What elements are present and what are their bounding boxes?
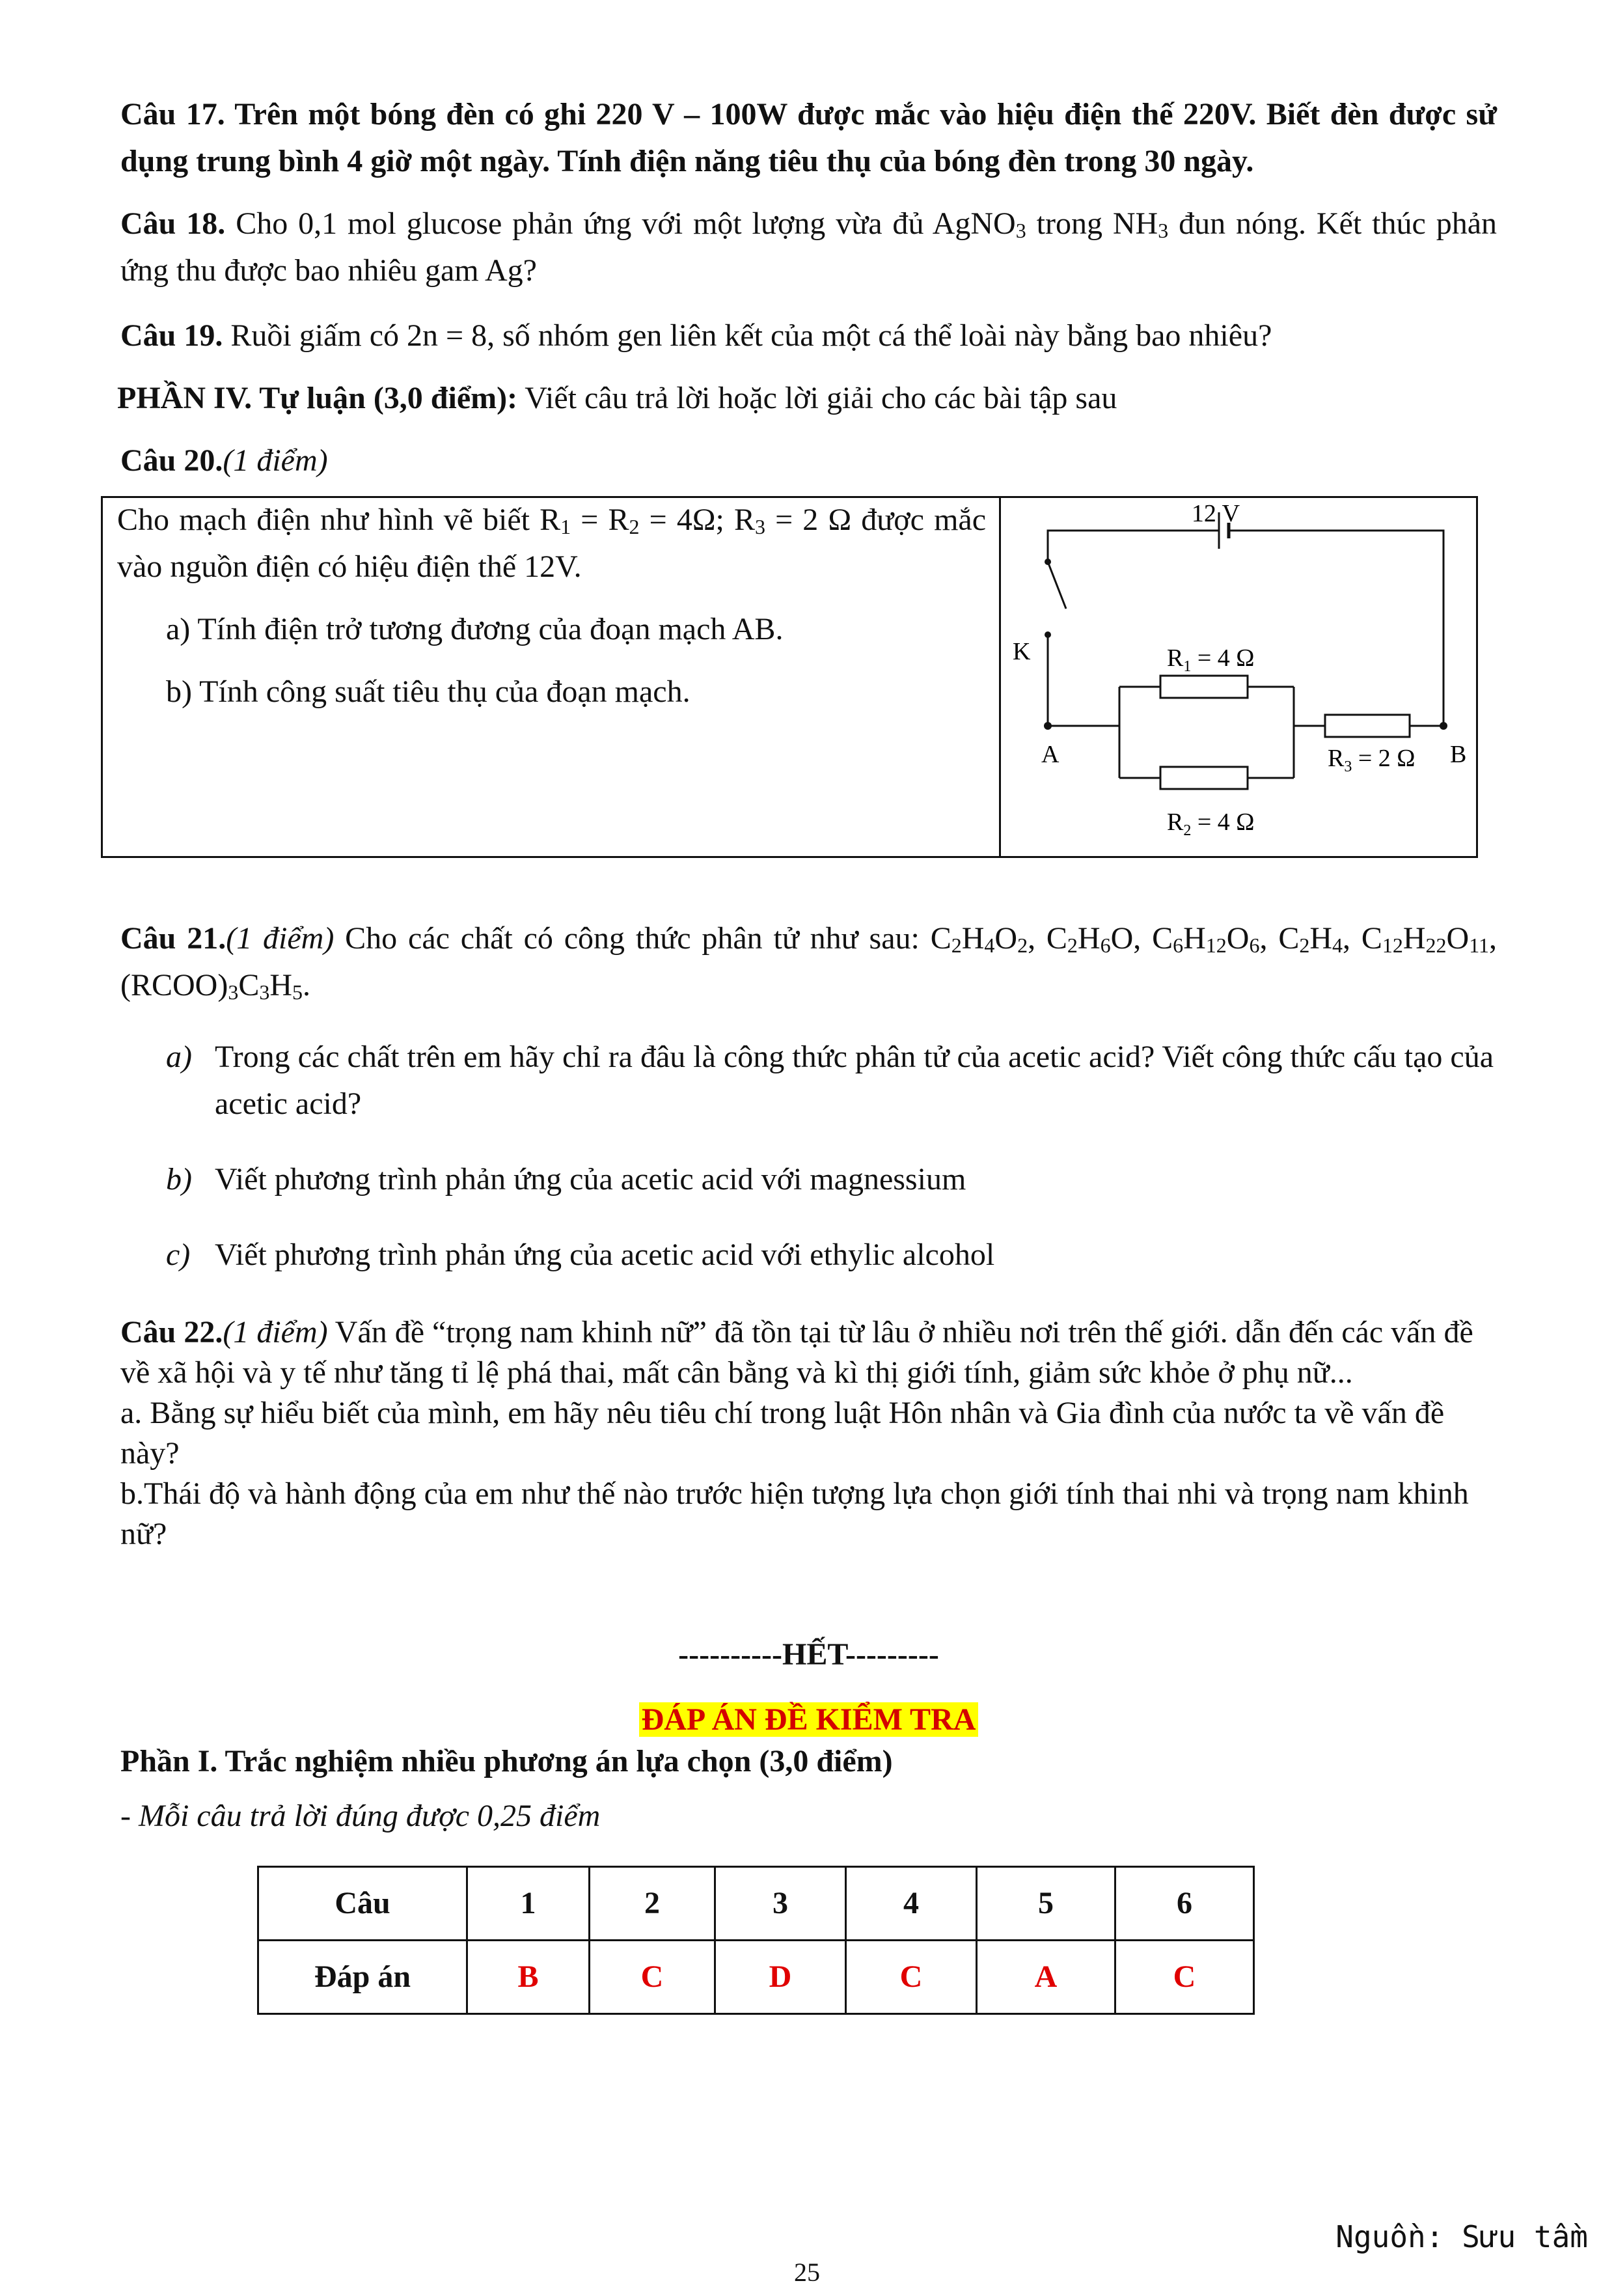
question-18: Câu 18. Cho 0,1 mol glucose phản ứng với một lượng vừa đủ AgNO$_3$ trong $NH_3$ đun nóng. Kết thúc phản ứng thu được bao nhiêu gam Ag?: [120, 206, 1498, 288]
circuit-diagram: [1001, 498, 1476, 856]
answer-cell: C: [846, 1941, 977, 2014]
part-4-heading: PHẦN IV. Tự luận (3,0 điểm): Viết câu trả lời hoặc lời giải cho các bài tập sau: [117, 381, 1117, 415]
node-b-dot: [1440, 722, 1447, 730]
part-1-note: - Mỗi câu trả lời đúng được 0,25 điểm: [120, 1799, 601, 1833]
formula: $C_2H_6O$: [1046, 921, 1134, 957]
answer-cell: D: [715, 1941, 846, 2014]
question-cell: 2: [590, 1867, 715, 1941]
formula: $C_{12}H_{22}O_{11}$: [1361, 921, 1490, 957]
question-cell: 3: [715, 1867, 846, 1941]
node-a-dot: [1044, 722, 1052, 730]
question-cell: 6: [1115, 1867, 1254, 1941]
wire-a: [1048, 635, 1119, 726]
r2-label: $R_2 = 4$ Ω: [1167, 809, 1255, 839]
table-row-answers: [258, 1941, 1254, 2014]
wire-left-top: [1048, 531, 1219, 562]
question-cell: 5: [977, 1867, 1115, 1941]
question-cell: 1: [467, 1867, 590, 1941]
answer-cell: A: [977, 1941, 1115, 2014]
node-a-label: A: [1041, 741, 1060, 768]
source-label: 12 V: [1191, 500, 1240, 527]
part-1-title: Phần I. Trắc nghiệm nhiều phương án lựa chọn (3,0 điểm): [120, 1744, 893, 1778]
resistor-r3: [1325, 715, 1410, 737]
question-17: Câu 17. Trên một bóng đèn có ghi 220 V – 100W được mắc vào hiệu điện thế 220V. Biết đèn được sử dụng trung bình 4 giờ một ngày. Tính điện năng tiêu thụ của bóng đèn trong 30 ngày.: [120, 97, 1498, 178]
answer-cell: B: [467, 1941, 590, 2014]
circuit-svg: [1001, 498, 1470, 852]
question-21-items: [120, 1034, 1497, 1279]
answer-title: ĐÁP ÁN ĐỀ KIỂM TRA: [120, 1696, 1497, 1743]
question-20-text: Cho mạch điện như hình vẽ biết $R_1 = R_2 = 4\Omega$; $R_3 = 2$ Ω được mắc vào nguồn điện có hiệu điện thế 12V. a) Tính điện trở tương đương của đoạn mạch AB. b) Tính công suất tiêu thụ của đoạn mạch.: [103, 498, 1001, 856]
answer-cell: C: [590, 1941, 715, 2014]
switch-label: K: [1013, 638, 1031, 665]
question-cell: 4: [846, 1867, 977, 1941]
r1-label: $R_1 = 4$ Ω: [1167, 644, 1255, 675]
r3-label: $R_3 = 2$ Ω: [1328, 745, 1416, 775]
switch-contact-bottom: [1045, 631, 1051, 638]
question-20-heading: Câu 20.(1 điểm): [120, 443, 328, 478]
answer-label-cell: Đáp án: [258, 1941, 467, 2014]
switch-blade: [1048, 562, 1066, 609]
question-20-box: [101, 496, 1478, 858]
question-20-a: a) Tính điện trở tương đương của đoạn mạch AB.: [166, 612, 784, 646]
node-b-label: B: [1450, 741, 1467, 768]
question-22: Câu 22.(1 điểm) Vấn đề “trọng nam khinh nữ” đã tồn tại từ lâu ở nhiều nơi trên thế giới. dẫn đến các vấn đề về xã hội và y tế như tăng tỉ lệ phá thai, mất cân bằng và kì thị giới tính, giảm sức khỏe ở phụ nữ... a. Bằng sự hiểu biết của mình, em hãy nêu tiêu chí trong luật Hôn nhân và Gia đình của nước ta về vấn đề này? b.Thái độ và hành động của em như thế nào trước hiện tượng lựa chọn giới tính thai nhi và trọng nam khinh nữ?: [120, 1312, 1497, 1555]
formula-list: $C_2H_4O_2$, $C_2H_6O$, $C_6H_{12}O_6$, $C_2H_4$, $C_{12}H_{22}O_{11}$,: [930, 921, 1498, 957]
answer-cell: C: [1115, 1941, 1254, 2014]
question-21-b: b) Viết phương trình phản ứng của acetic acid với magnessium: [166, 1162, 966, 1196]
document-page: [117, 91, 1498, 2015]
header-cell: Câu: [258, 1867, 467, 1941]
formula: $C_6H_{12}O_6$: [1152, 921, 1260, 957]
question-22-b: b.Thái độ và hành động của em như thế nào trước hiện tượng lựa chọn giới tính thai nhi và trọng nam khinh nữ?: [120, 1476, 1469, 1551]
formula: $C_2H_4O_2$: [930, 921, 1028, 957]
question-20-b: b) Tính công suất tiêu thụ của đoạn mạch.: [166, 674, 691, 709]
end-mark: ----------HẾT---------: [678, 1637, 939, 1672]
question-19: Câu 19. Ruồi giấm có 2n = 8, số nhóm gen liên kết của một cá thể loài này bằng bao nhiêu?: [120, 318, 1272, 353]
question-21-a: a) Trong các chất trên em hãy chỉ ra đâu là công thức phân tử của acetic acid? Viết công thức cấu tạo của acetic acid?: [166, 1040, 1494, 1121]
source-credit: Nguồn: Sưu tầm: [1335, 2219, 1588, 2254]
question-21: Câu 21.(1 điểm) Cho các chất có công thức phân tử như sau: $C_2H_4O_2$, $C_2H_6O$, $C_6H_{12}O_6$, $C_2H_4$, $C_{12}H_{22}O_{11}$, $(RCOO)_3C_3H_5$.: [120, 921, 1498, 1004]
table-row-questions: [258, 1867, 1254, 1941]
wire-right-top: [1229, 531, 1443, 726]
formula: $C_2H_4$: [1278, 921, 1343, 957]
page-number: 25: [794, 2258, 820, 2287]
resistor-r1: [1160, 676, 1248, 698]
resistor-r2: [1160, 767, 1248, 789]
answer-table: [257, 1866, 1255, 2015]
switch-contact-top: [1045, 559, 1051, 565]
question-21-c: c) Viết phương trình phản ứng của acetic acid với ethylic alcohol: [166, 1238, 995, 1272]
question-22-a: a. Bằng sự hiểu biết của mình, em hãy nêu tiêu chí trong luật Hôn nhân và Gia đình của nước ta về vấn đề này?: [120, 1396, 1445, 1471]
